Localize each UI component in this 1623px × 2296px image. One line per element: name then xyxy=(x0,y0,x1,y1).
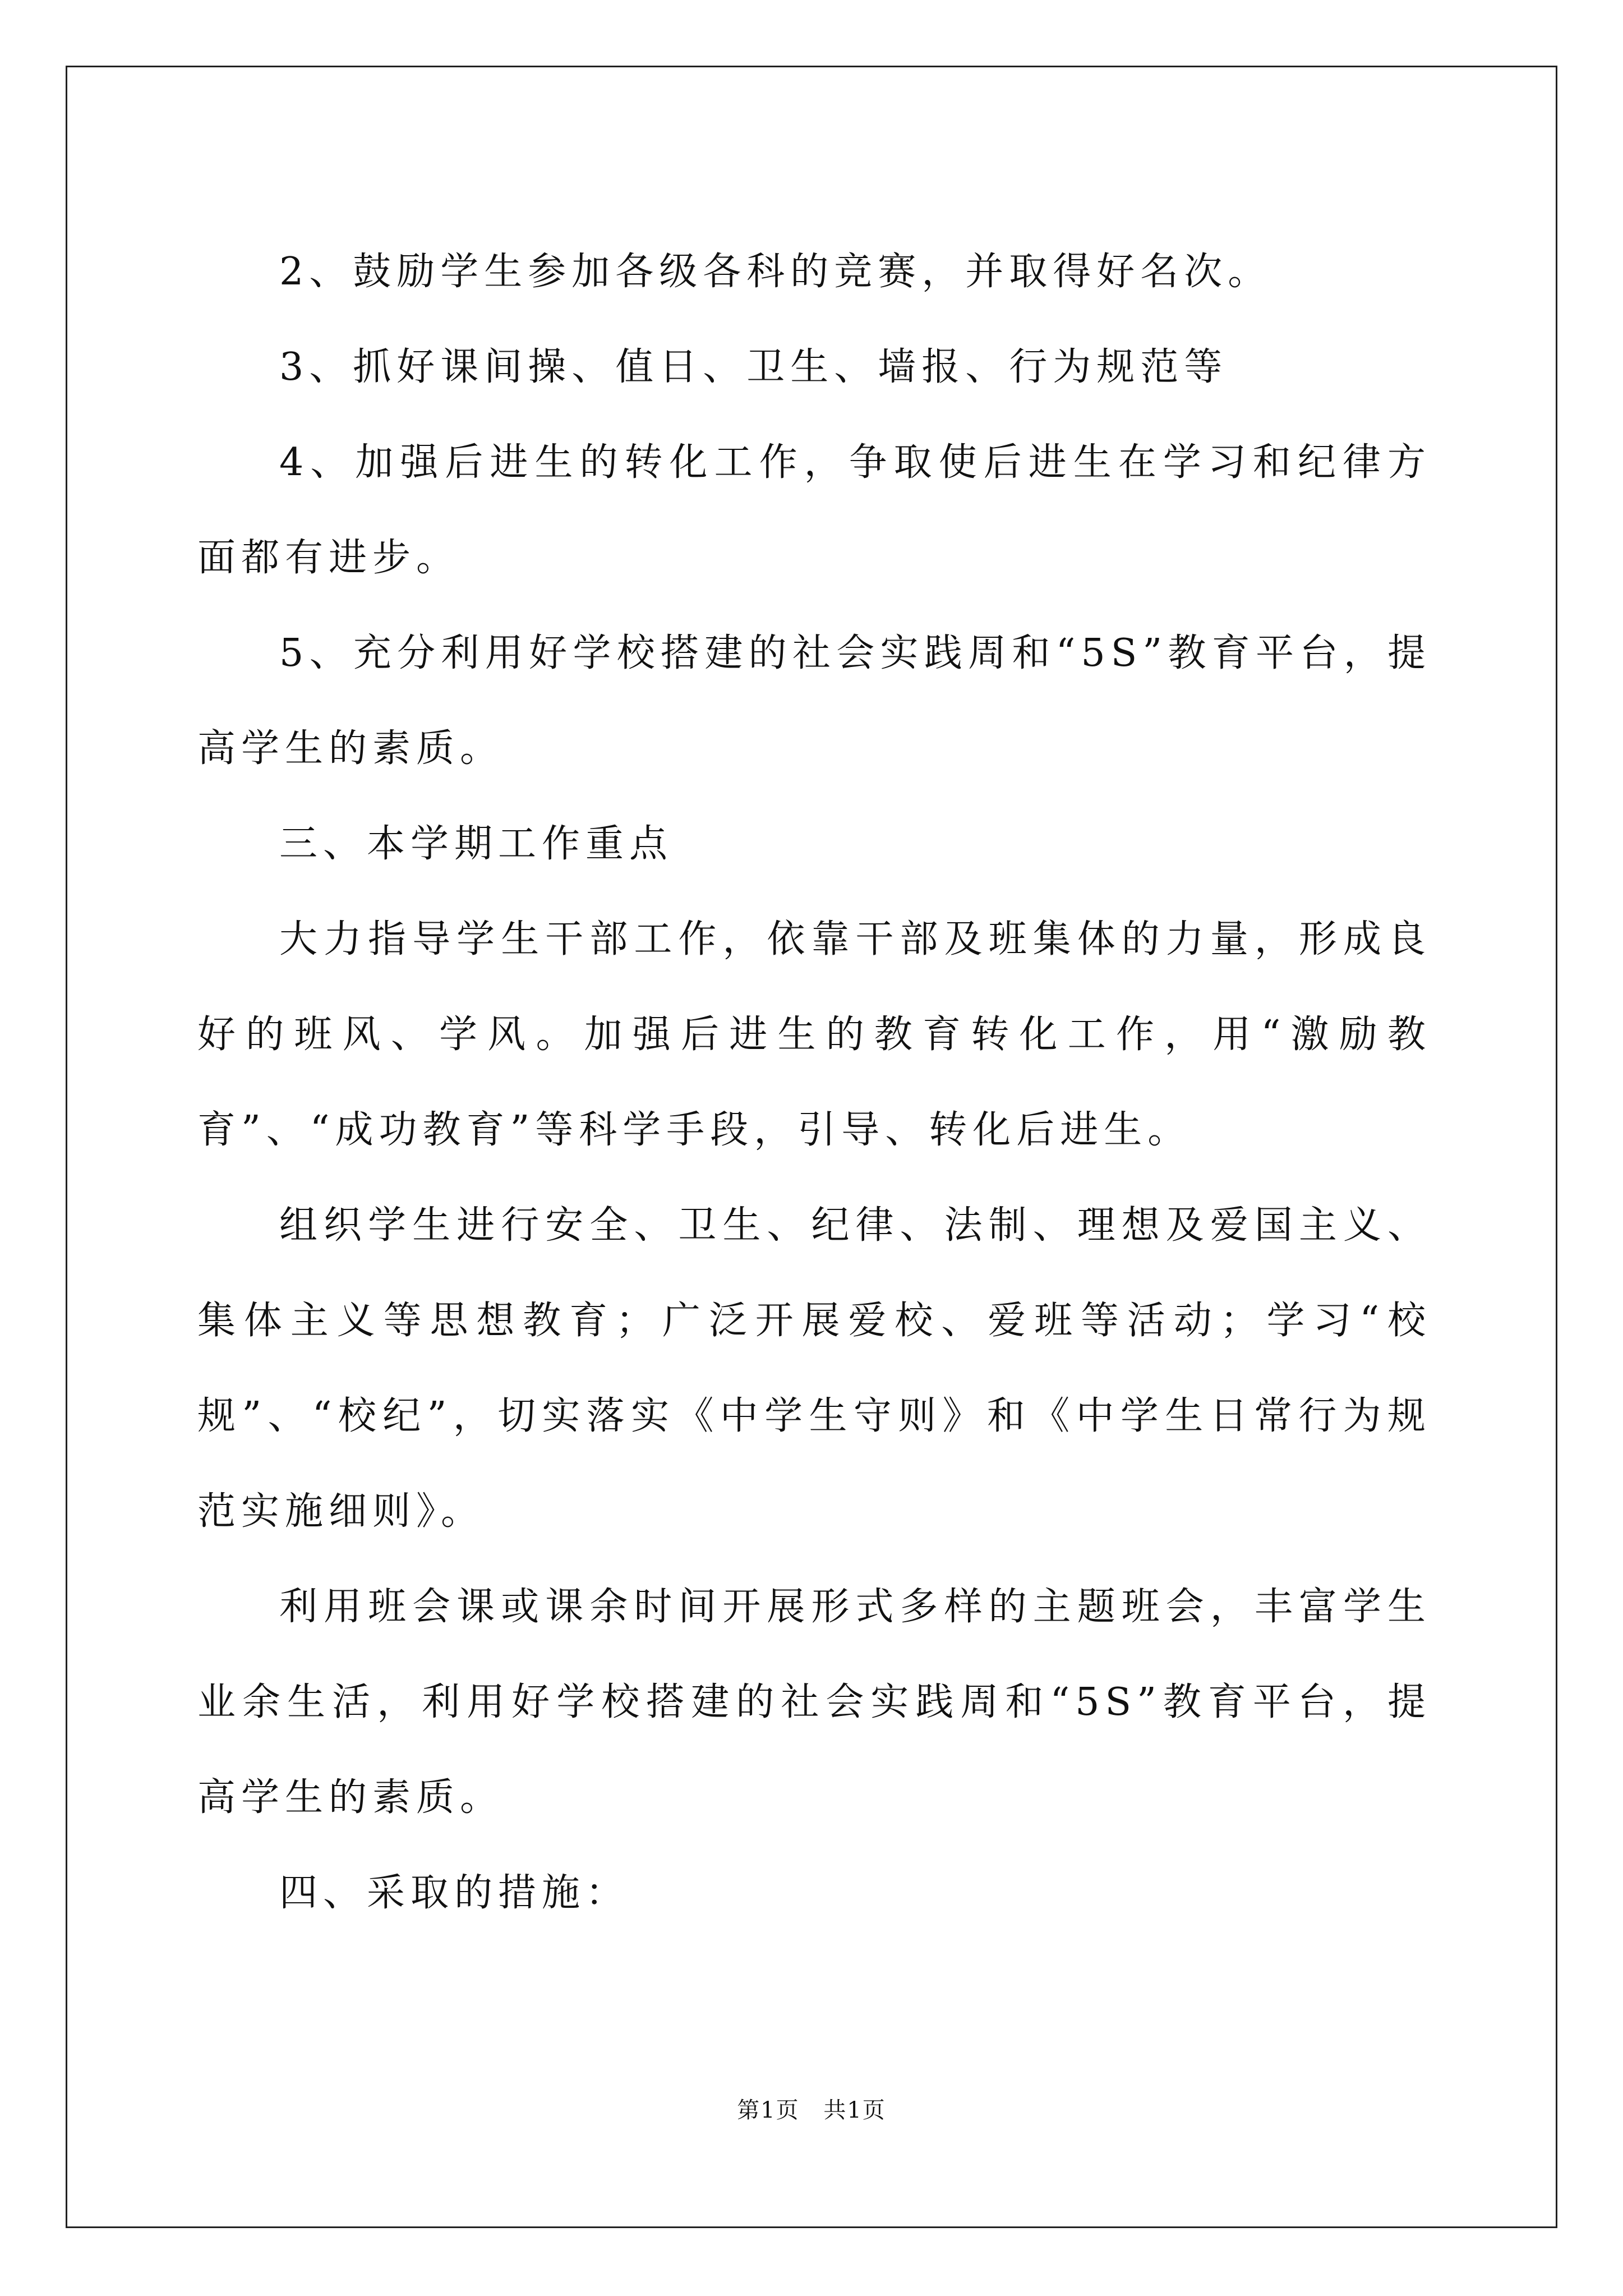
paragraph-item-2: 2、鼓励学生参加各级各科的竞赛，并取得好名次。 xyxy=(279,250,1272,294)
page-footer xyxy=(0,2092,1623,2124)
section-heading-4: 四、采取的措施： xyxy=(279,1871,630,1915)
page-number: 第1页 xyxy=(737,2097,800,2123)
section-heading-3: 三、本学期工作重点 xyxy=(279,822,674,866)
paragraph-focus-3: 利用班会课或课余时间开展形式多样的主题班会，丰富学生业余生活，利用好学校搭建的社会实践周和“5S”教育平台，提高学生的素质。 xyxy=(197,1585,1431,1820)
paragraph-item-3: 3、抓好课间操、值日、卫生、墙报、行为规范等 xyxy=(279,345,1228,389)
page-total: 共1页 xyxy=(823,2097,886,2123)
paragraph-item-5: 5、充分利用好学校搭建的社会实践周和“5S”教育平台，提高学生的素质。 xyxy=(197,631,1431,771)
document-body xyxy=(197,224,1431,1941)
paragraph-focus-1: 大力指导学生干部工作，依靠干部及班集体的力量，形成良好的班风、学风。加强后进生的教育转化工作，用“激励教育”、“成功教育”等科学手段，引导、转化后进生。 xyxy=(197,917,1431,1152)
paragraph-item-4: 4、加强后进生的转化工作，争取使后进生在学习和纪律方面都有进步。 xyxy=(197,440,1431,580)
paragraph-focus-2: 组织学生进行安全、卫生、纪律、法制、理想及爱国主义、集体主义等思想教育；广泛开展爱校、爱班等活动；学习“校规”、“校纪”，切实落实《中学生守则》和《中学生日常行为规范实施细则》。 xyxy=(197,1203,1431,1534)
